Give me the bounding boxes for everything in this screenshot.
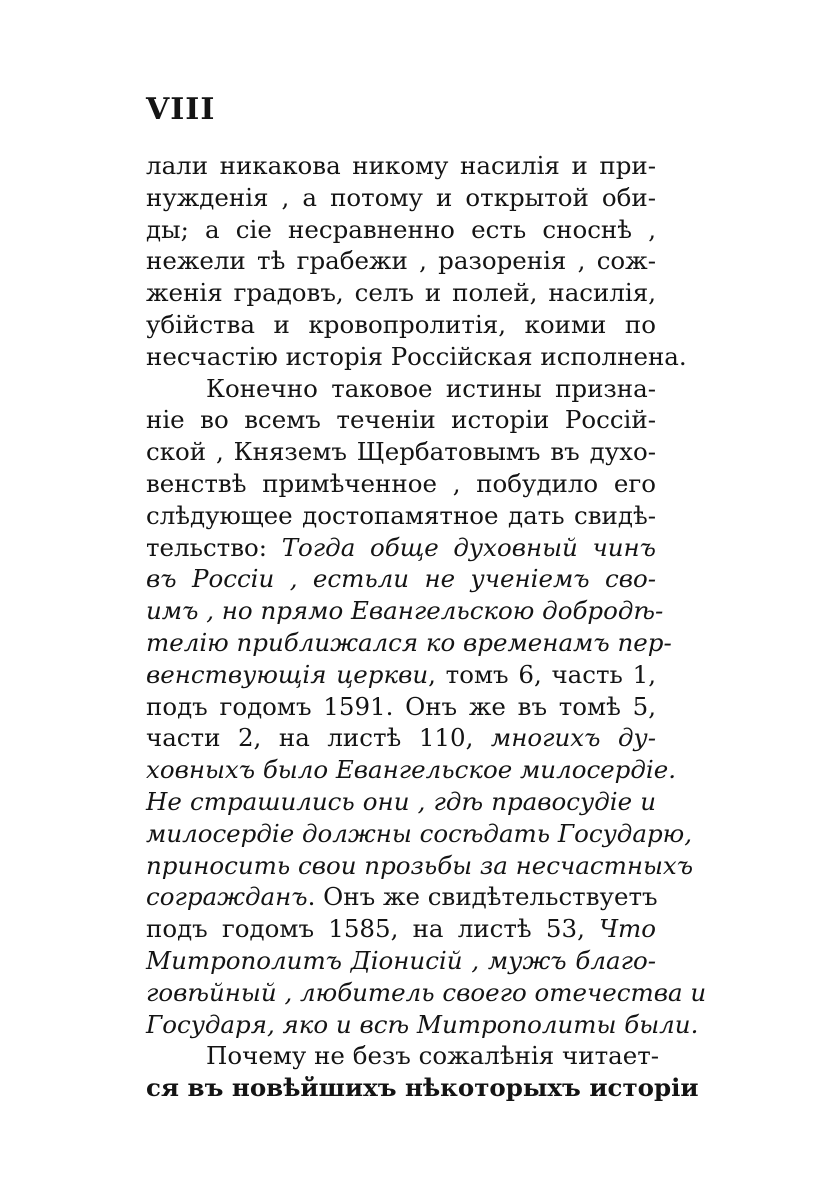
- text-line: [146, 818, 692, 850]
- text-run: подъ годомъ 1585, на листѣ 53,: [146, 914, 600, 944]
- italic-quote: Митрополитъ Діонисій , мужъ благо-: [146, 945, 656, 975]
- text-line: [146, 436, 656, 468]
- text-line: [146, 341, 687, 373]
- text-run: несчастію исторія Россійская исполнена.: [146, 341, 687, 371]
- text-line: [146, 1040, 660, 1072]
- text-line: [146, 404, 656, 436]
- text-run: ды; а сіе несравненно есть сноснѣ ,: [146, 214, 656, 244]
- text-line: [146, 500, 656, 532]
- text-run: венствѣ примѣченное , побудило его: [146, 468, 656, 498]
- text-line: [146, 532, 656, 564]
- text-run: слѣдующее достопамятное дать свидѣ-: [146, 500, 656, 530]
- italic-quote: милосердіе должны сосѣдать Государю,: [146, 818, 692, 848]
- text-line: [146, 913, 656, 945]
- italic-quote: Не страшились они , гдѣ правосудіе и: [146, 786, 656, 816]
- italic-quote: въ Россіи , естьли не ученіемъ сво-: [146, 564, 656, 594]
- italic-quote: телію приближался ко временамъ пер-: [146, 627, 672, 657]
- text-line: [146, 277, 656, 309]
- italic-quote: имъ , но прямо Евангельскою добродѣ-: [146, 596, 664, 626]
- text-line: [146, 245, 656, 277]
- text-line: [146, 373, 656, 405]
- text-run: лали никакова никому насилія и при-: [146, 151, 656, 180]
- text-line: [146, 977, 707, 1009]
- text-line: [146, 1009, 699, 1041]
- italic-quote: Что: [599, 914, 656, 944]
- text-line: [146, 659, 656, 691]
- italic-quote: ховныхъ было Евангельское милосердіе.: [146, 755, 676, 785]
- text-line: [146, 563, 656, 595]
- text-run: тельство:: [146, 532, 282, 562]
- text-run: Конечно таковое истины призна-: [206, 373, 656, 403]
- text-run: ся въ новѣйшихъ нѣкоторыхъ исторіи: [146, 1073, 699, 1103]
- italic-quote: приносить свои прозьбы за несчастныхъ: [146, 850, 694, 880]
- italic-quote: венствующія церкви: [146, 659, 429, 689]
- text-line: [146, 182, 656, 214]
- italic-quote: согражданъ: [146, 882, 308, 912]
- text-line: [146, 468, 656, 500]
- italic-quote: многихъ ду-: [490, 723, 656, 753]
- page-number: VIII: [146, 92, 216, 127]
- text-run: . Онъ же свидѣтельствуетъ: [307, 882, 658, 912]
- body-text: [146, 150, 707, 1104]
- italic-quote: Тогда обще духовный чинъ: [281, 532, 656, 562]
- text-line: [146, 595, 664, 627]
- text-run: убійства и кровопролитія, коими по: [146, 309, 656, 339]
- text-run: части 2, на листѣ 110,: [146, 723, 491, 753]
- text-line: [146, 881, 656, 913]
- italic-quote: Государя, яко и всѣ Митрополиты были.: [146, 1009, 699, 1039]
- text-run: ской , Княземъ Щербатовымъ въ духо-: [146, 437, 656, 467]
- italic-quote: говѣйный , любитель своего отечества и: [146, 977, 707, 1007]
- text-line: [146, 850, 694, 882]
- text-line: [146, 627, 672, 659]
- text-run: нежели тѣ грабежи , разоренія , сож-: [146, 246, 656, 276]
- text-run: , томъ 6, часть 1,: [428, 659, 656, 689]
- text-run: нужденія , а потому и открытой оби-: [146, 182, 656, 212]
- text-line: [146, 309, 656, 341]
- text-run: подъ годомъ 1591. Онъ же въ томѣ 5,: [146, 691, 656, 721]
- text-line: [146, 945, 656, 977]
- text-line: [146, 786, 656, 818]
- text-line: [146, 722, 656, 754]
- text-run: женія градовъ, селъ и полей, насилія,: [146, 278, 656, 308]
- text-run: Почему не безъ сожалѣнія читает-: [206, 1041, 660, 1071]
- text-run: ніе во всемъ теченіи исторіи Россій-: [146, 405, 656, 435]
- text-line: [146, 691, 656, 723]
- text-line: [146, 754, 676, 786]
- text-line: [146, 150, 656, 182]
- text-line: [146, 214, 656, 246]
- text-line: [146, 1072, 699, 1104]
